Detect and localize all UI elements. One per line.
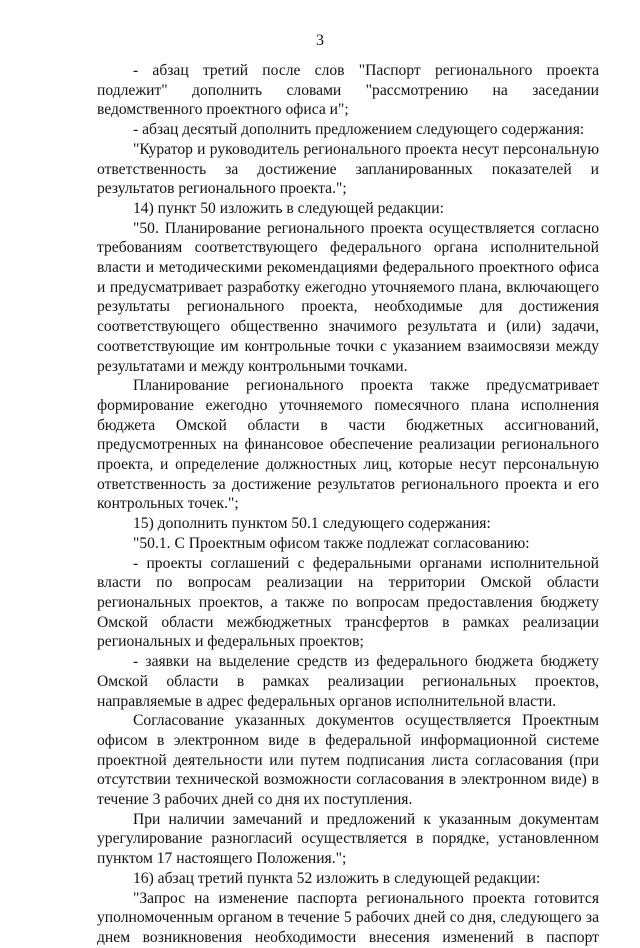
page-number: 3 (316, 32, 324, 49)
paragraph-funding-requests: - заявки на выделение средств из федерального бюджета бюджету Омской области в рамках реализации региональных проектов, направляемые в адрес федеральных органов исполнительной власти. (97, 653, 599, 710)
paragraph-amend-abzac-3: - абзац третий после слов "Паспорт регионального проекта подлежит" дополнить словами "рассмотрению на заседании ведомственного проектного офиса и"; (97, 62, 599, 119)
paragraph-approval-procedure: Согласование указанных документов осуществляется Проектным офисом в электронном виде в федеральной информационной системе проектной деятельности или путем подписания листа согласования (при отсутствии технической возможности согласования в электронном виде) в течение 3 рабочих дней со дня их поступления. (97, 712, 599, 809)
document-body (97, 61, 599, 948)
paragraph-item-15: 15) дополнить пунктом 50.1 следующего содержания: (133, 515, 491, 533)
paragraph-planning-budget: Планирование регионального проекта также предусматривает формирование ежегодно уточняемого помесячного плана исполнения бюджета Омской области в части бюджетных ассигнований, предусмотренных на финансовое обеспечение реализации регионального проекта, и определение должностных лиц, которые несут персональную ответственность за достижение результатов регионального проекта и его контрольных точек."; (97, 377, 599, 513)
paragraph-agreements-projects: - проекты соглашений с федеральными органами исполнительной власти по вопросам реализации на территории Омской области региональных проектов, а также по вопросам предоставления бюджету Омской области межбюджетных трансфертов в рамках реализации региональных и федеральных проектов; (97, 554, 599, 651)
paragraph-curator-responsibility: "Куратор и руководитель регионального проекта несут персональную ответственность за достижение запланированных показателей и результатов регионального проекта."; (97, 140, 599, 198)
paragraph-disagreements: При наличии замечаний и предложений к указанным документам урегулирование разногласий осуществляется в порядке, установленном пунктом 17 настоящего Положения."; (97, 810, 599, 868)
paragraph-amend-abzac-10: - абзац десятый дополнить предложением следующего содержания: (133, 121, 585, 139)
paragraph-point-50: "50. Планирование регионального проекта осуществляется согласно требованиям соответствующего федерального органа исполнительной власти и методическими рекомендациями федерального проектного офиса и предусматривает разработку ежегодно уточняемого плана, включающего результаты регионального проекта, необходимые для достижения соответствующего общественно значимого результата и (или) задачи, соответствующие им контрольные точки с указанием взаимосвязи между результатами и между контрольными точками. (97, 219, 599, 375)
paragraph-item-16: 16) абзац третий пункта 52 изложить в следующей редакции: (133, 869, 541, 887)
paragraph-item-14: 14) пункт 50 изложить в следующей редакции: (133, 199, 444, 217)
paragraph-point-50-1: "50.1. С Проектным офисом также подлежат согласованию: (133, 534, 530, 552)
paragraph-passport-change-request: "Запрос на изменение паспорта регионального проекта готовится уполномоченным органом в течение 5 рабочих дней со дня, следующего за днем возникновения необходимости внесения изменений в паспорт (97, 889, 599, 946)
